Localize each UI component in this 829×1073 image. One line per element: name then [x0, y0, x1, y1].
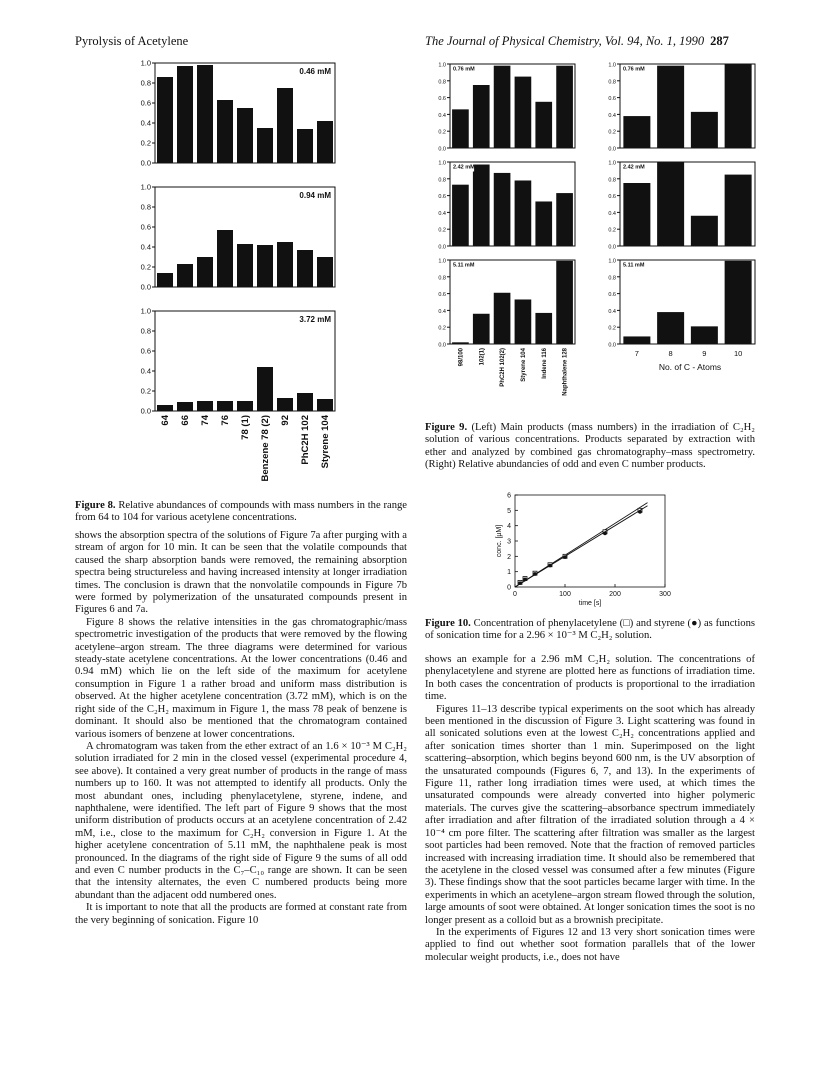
bar: [237, 401, 253, 411]
left-column-text: [75, 530, 407, 927]
bar: [257, 128, 273, 163]
y-tick-label: 0.4: [608, 308, 616, 315]
y-tick-label: 1.0: [140, 58, 151, 68]
journal-citation: [425, 34, 729, 49]
panel-label: 0.94 mM: [299, 191, 331, 200]
x-tick-label: 200: [609, 591, 621, 598]
y-tick-label: 0.8: [140, 202, 151, 212]
bar: [217, 100, 233, 163]
bar: [535, 102, 552, 148]
panel-label: 3.72 mM: [299, 315, 331, 324]
y-tick-label: 1.0: [438, 62, 446, 69]
x-tick-label: 92: [280, 415, 291, 426]
x-tick-label: PhC2H 102: [300, 415, 311, 465]
paragraph: Figures 11–13 describe typical experiments on the soot which has already been mentioned in the discussion of Figure 3. Light scattering was found in all sonicated solutions even at the lowest C₂H₂ concentrations applied and after sonication times shorter than 1 min. Superimposed on the light scattering–absorption, which begins beyond 600 nm, is the UV absorption of the unsaturated compounds (Figures 6, 7, and 13). In the experiments of Figure 11, rather long irradiation times were used, at which times the unsaturated compounds were already converted into higher polymeric materials. The curves give the scattering–absorbance spectrum immediately after irradiation and after filtration of the irradiated solution through a 4 × 10⁻⁴ cm pore filter. The scattering after filtration was smaller as the largest soot particles had been removed. Note that the fraction of removed particles increased with increasing irradiation time. It should also be remembered that the acetylene in the closed vessel was consumed after a few minutes (Figure 3). These findings show that the soot particles became larger with time. In the experiments in which an acetylene–argon stream flowed through the solution, large amounts of soot were obtained. At longer sonication times the soot is no longer present as a colloid but as a brownish precipitate.: [425, 703, 755, 926]
x-tick-label: 7: [634, 349, 639, 358]
paragraph: In the experiments of Figures 12 and 13 very short sonication times were applied to find out whether soot formation parallels that of the lower molecular weight products, i.e., does not have: [425, 926, 755, 963]
data-point-circle: [603, 532, 607, 536]
x-tick-label: Styrene 104: [320, 415, 331, 469]
bar: [623, 183, 650, 246]
data-point-circle: [518, 581, 522, 585]
page-number: 287: [710, 34, 729, 48]
bar-panel: [141, 59, 335, 168]
bar: [494, 66, 511, 148]
y-tick-label: 1.0: [140, 182, 151, 192]
y-tick-label: 1.0: [608, 258, 616, 265]
bar: [297, 250, 313, 287]
y-tick-label: 0.4: [438, 210, 446, 217]
bar: [157, 273, 173, 287]
x-tick-label: 102(1): [479, 348, 486, 366]
y-tick-label: 0.4: [608, 112, 616, 119]
bar-panel: [608, 161, 755, 251]
y-tick-label: 0.6: [608, 292, 616, 299]
right-column-text: [425, 654, 755, 964]
y-tick-label: 0.2: [140, 138, 151, 148]
y-tick-label: 0.4: [140, 118, 151, 128]
bar: [197, 65, 213, 163]
y-tick-label: 0.6: [140, 346, 151, 356]
bar: [237, 244, 253, 287]
bar: [535, 313, 552, 344]
x-tick-label: 300: [659, 591, 671, 598]
y-tick-label: 1: [507, 569, 511, 577]
y-tick-label: 0.8: [140, 326, 151, 336]
bar: [177, 264, 193, 287]
x-tick-label: 76: [220, 415, 231, 426]
bar: [277, 88, 293, 163]
data-point-circle: [533, 572, 537, 576]
x-tick-label: 100: [559, 591, 571, 598]
bar: [556, 66, 573, 148]
bar: [473, 85, 490, 148]
y-tick-label: 0.6: [438, 96, 446, 103]
bar: [217, 230, 233, 287]
bar: [157, 77, 173, 163]
data-point-circle: [638, 510, 642, 514]
y-tick-label: 0.4: [140, 366, 151, 376]
data-point-circle: [563, 555, 567, 559]
y-tick-label: 0.0: [438, 342, 446, 349]
panel-label: 0.76 mM: [623, 66, 645, 73]
y-tick-label: 0.4: [438, 112, 446, 119]
y-tick-label: 0.6: [438, 194, 446, 201]
bar: [452, 185, 469, 246]
y-tick-label: 0.8: [140, 78, 151, 88]
x-tick-label: 66: [180, 415, 191, 426]
bar: [535, 201, 552, 246]
bar: [317, 121, 333, 163]
bar: [473, 165, 490, 246]
y-tick-label: 0.2: [438, 129, 446, 136]
bar: [623, 336, 650, 344]
bar: [494, 293, 511, 344]
bar-panel: [608, 259, 755, 349]
bar: [177, 402, 193, 411]
x-tick-label: PhC2H 102(2): [500, 348, 507, 387]
panel-label: 0.46 mM: [299, 67, 331, 76]
figure-9-chart: [425, 58, 755, 418]
bar: [473, 314, 490, 344]
y-tick-label: 0.6: [140, 98, 151, 108]
bar: [657, 162, 684, 246]
figure-10-chart: [490, 485, 670, 610]
x-tick-label: 78 (1): [240, 415, 251, 440]
y-tick-label: 5: [507, 507, 511, 515]
data-point-circle: [548, 564, 552, 568]
bar: [657, 66, 684, 148]
y-tick-label: 0.8: [438, 275, 446, 282]
bar: [317, 257, 333, 287]
figure-9-caption: [425, 422, 755, 472]
y-tick-label: 0.4: [608, 210, 616, 217]
y-tick-label: 0.2: [438, 325, 446, 332]
y-tick-label: 0.0: [140, 406, 151, 416]
bar: [177, 66, 193, 163]
x-tick-label: Naphthalene 128: [562, 348, 569, 396]
paragraph: shows an example for a 2.96 mM C₂H₂ solution. The concentrations of phenylacetylene and styrene are plotted here as functions of irradiation time. In both cases the concentration of products is proportional to the irradiation time.: [425, 654, 755, 703]
y-tick-label: 0: [507, 584, 511, 592]
x-tick-label: 8: [668, 349, 673, 358]
y-tick-label: 0.0: [140, 282, 151, 292]
bar: [197, 257, 213, 287]
y-tick-label: 0.2: [140, 262, 151, 272]
y-tick-label: 0.0: [608, 342, 616, 349]
panel-label: 5.11 mM: [453, 262, 475, 269]
bar-panel: [438, 161, 575, 251]
figure-8-caption-label: Figure 8.: [75, 500, 116, 511]
y-tick-label: 0.4: [438, 308, 446, 315]
y-tick-label: 0.6: [438, 292, 446, 299]
y-tick-label: 0.2: [608, 325, 616, 332]
y-tick-label: 0.0: [438, 244, 446, 251]
x-tick-label: Styrene 104: [520, 348, 527, 382]
bar: [217, 401, 233, 411]
y-tick-label: 0.8: [438, 177, 446, 184]
y-tick-label: 0.8: [608, 275, 616, 282]
panel-label: 2.42 mM: [453, 164, 475, 171]
figure-9-caption-label: Figure 9.: [425, 422, 468, 433]
data-point-circle: [523, 578, 527, 582]
figure-9-caption-text: (Left) Main products (mass numbers) in the irradiation of C₂H₂ solution of various concentrations. Products separated by extraction with ether and analyzed by combined gas chromatography–mass spectrometry. (Right) Relative abundancies of odd and even C number products.: [425, 422, 755, 471]
figure-8-chart: [125, 55, 340, 505]
bar: [277, 398, 293, 411]
bar: [515, 299, 532, 344]
bar: [157, 405, 173, 411]
bar: [623, 116, 650, 148]
bar: [494, 173, 511, 246]
figure-10-caption-label: Figure 10.: [425, 618, 471, 629]
x-tick-label: 10: [733, 349, 743, 358]
running-head: Pyrolysis of Acetylene: [75, 34, 189, 48]
bar: [452, 342, 469, 344]
figure-10-caption: [425, 618, 755, 643]
y-tick-label: 1.0: [608, 62, 616, 69]
panel-label: 2.42 mM: [623, 164, 645, 171]
bar: [237, 108, 253, 163]
bar: [725, 64, 752, 148]
panel-label: 0.76 mM: [453, 66, 475, 73]
y-tick-label: 1.0: [140, 306, 151, 316]
x-tick-label: 9: [702, 349, 707, 358]
bar-panel: [608, 63, 755, 153]
bar: [691, 112, 718, 148]
bar: [725, 261, 752, 344]
x-tick-label: 0: [513, 591, 517, 598]
bar-panel: [438, 63, 575, 153]
y-tick-label: 0.2: [438, 227, 446, 234]
x-tick-label: 64: [160, 415, 171, 426]
y-tick-label: 0.6: [608, 194, 616, 201]
y-tick-label: 0.4: [140, 242, 151, 252]
x-axis-title: No. of C - Atoms: [658, 362, 722, 372]
x-tick-label: Indene 116: [541, 348, 548, 379]
x-axis-title: time [s]: [578, 600, 602, 607]
journal-name: The Journal of Physical Chemistry, Vol. 94, No. 1, 1990: [425, 34, 705, 48]
bar: [297, 129, 313, 163]
bar: [725, 175, 752, 246]
bar: [452, 109, 469, 148]
y-tick-label: 1.0: [438, 160, 446, 167]
y-tick-label: 0.0: [140, 158, 151, 168]
bar: [556, 261, 573, 344]
y-tick-label: 0.6: [140, 222, 151, 232]
y-tick-label: 0.8: [438, 79, 446, 86]
y-tick-label: 6: [507, 492, 511, 500]
bar: [197, 401, 213, 411]
panel-label: 5.11 mM: [623, 262, 645, 269]
bar: [657, 312, 684, 344]
paragraph: A chromatogram was taken from the ether extract of an 1.6 × 10⁻³ M C₂H₂ solution irradiated for 2 min in the closed vessel (experimental procedure 4, see above). It contained a very great number of products in the range of mass numbers up to 160. It was not attempted to identify all products. Only the most abundant ones, including phenylacetylene, styrene, indene, and naphthalene, were identified. The left part of Figure 9 shows that the most uniform distribution of products occurs at an acetylene concentration of 2.42 mM, i.e., close to the maximum for C₂H₂ conversion in Figure 1. At the higher acetylene concentration of 5.11 mM, the naphthalene peak is most pronounced. In the diagrams of the right side of Figure 9 the sums of all odd and even C number products in the C₇–C₁₀ range are shown. It can be seen that the intensity alternates, the even C numbered products being more abundant than the adjacent odd numbered ones.: [75, 740, 407, 901]
bar-panel: [141, 307, 335, 416]
figure-10-caption-text: Concentration of phenylacetylene (□) and styrene (●) as functions of sonication time for a 2.96 × 10⁻³ M C₂H₂ solution.: [425, 618, 755, 642]
bar: [317, 399, 333, 411]
x-tick-label: 74: [200, 415, 211, 426]
paragraph: shows the absorption spectra of the solutions of Figure 7a after purging with a stream of argon for 10 min. It can be seen that the volatile compounds that caused the sharp absorption bands were removed, the remaining absorption spectra being structureless and having increased intensity at longer irradiation times. The conclusion is drawn that the nonvolatile compounds in Figure 7b were formed by polymerization of the unsaturated compounds present in Figures 6 and 7a.: [75, 530, 407, 616]
bar: [297, 393, 313, 411]
y-tick-label: 1.0: [438, 258, 446, 265]
bar-panel: [438, 259, 575, 349]
bar: [515, 77, 532, 148]
y-tick-label: 1.0: [608, 160, 616, 167]
figure-8-caption-text: Relative abundances of compounds with mass numbers in the range from 64 to 104 for various acetylene concentrations.: [75, 500, 407, 524]
y-tick-label: 0.6: [608, 96, 616, 103]
y-tick-label: 0.8: [608, 79, 616, 86]
y-tick-label: 4: [507, 523, 511, 531]
y-tick-label: 0.2: [608, 129, 616, 136]
bar-panel: [141, 183, 335, 292]
y-tick-label: 0.0: [438, 146, 446, 153]
bar: [257, 367, 273, 411]
x-tick-label: Benzene 78 (2): [260, 415, 271, 482]
bar: [556, 193, 573, 246]
y-tick-label: 0.8: [608, 177, 616, 184]
y-tick-label: 0.2: [140, 386, 151, 396]
bar: [691, 216, 718, 246]
y-tick-label: 0.0: [608, 244, 616, 251]
y-tick-label: 2: [507, 553, 511, 561]
paragraph: It is important to note that all the products are formed at constant rate from the very beginning of sonication. Figure 10: [75, 902, 407, 926]
y-tick-label: 0.0: [608, 146, 616, 153]
bar: [277, 242, 293, 287]
y-tick-label: 3: [507, 538, 511, 546]
figure-8-caption: [75, 500, 407, 525]
bar: [691, 326, 718, 344]
paragraph: Figure 8 shows the relative intensities in the gas chromatographic/mass spectrometric investigation of the products that were removed by the flowing acetylene–argon stream. The three diagrams were determined for various steady-state acetylene concentrations. At the lower concentrations (0.46 and 0.94 mM) which lie on the left side of the maximum for acetylene consumption in Figure 1 a rather broad and uniform mass distribution is observed. At the higher acetylene concentration (3.72 mM), which is on the right side of the C₂H₂ maximum in Figure 1, the mass 78 peak of benzene is dominant. It should also be mentioned that the chromatogram contained various isomers of benzene at lower concentrations.: [75, 616, 407, 740]
y-axis-title: conc. [µM]: [496, 524, 503, 558]
y-tick-label: 0.2: [608, 227, 616, 234]
bar: [257, 245, 273, 287]
bar: [515, 180, 532, 246]
x-tick-label: 98/100: [458, 348, 465, 367]
